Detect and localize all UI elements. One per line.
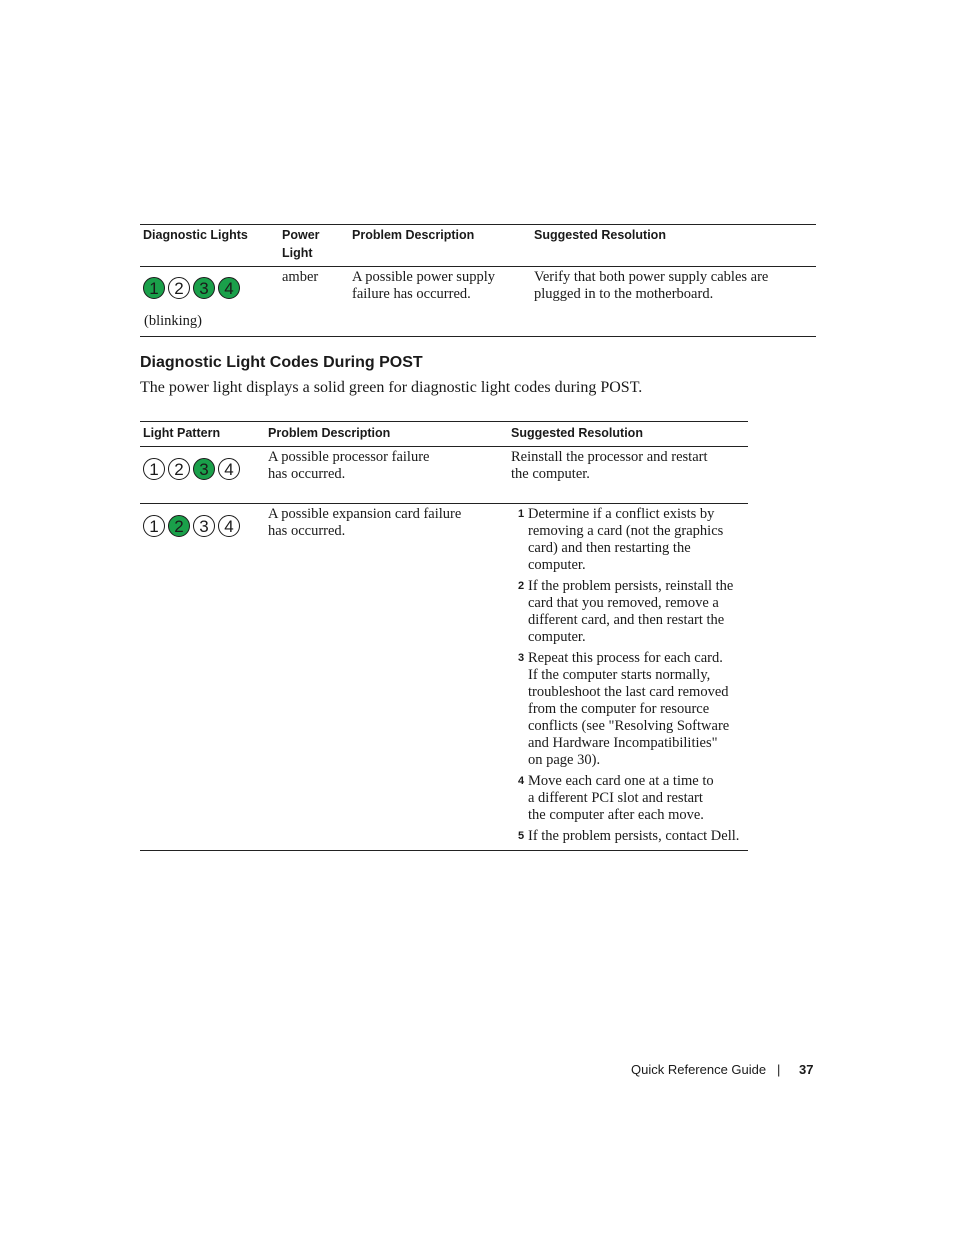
step-line: from the computer for resource [528,701,710,717]
diagnostic-light-4: 4 [218,458,240,480]
table1-row1-resolution-line2: plugged in to the motherboard. [534,286,714,302]
step-line: and Hardware Incompatibilities" [528,735,718,751]
table2-row-divider [140,503,748,504]
table2-row1-problem-line1: A possible processor failure [268,449,430,465]
step-line: Repeat this process for each card. [528,650,723,666]
diagnostic-light-3: 3 [193,277,215,299]
table1-bottom-rule [140,336,816,337]
table2-row1-lights [143,458,240,480]
resolution-step-1 [518,506,748,574]
table1-row1-power-light: amber [282,269,319,285]
table2-row1-problem-line2: has occurred. [268,466,346,482]
table1-header-diagnostic-lights: Diagnostic Lights [143,228,248,242]
step-line: If the problem persists, contact Dell. [528,828,740,844]
table1-row1-problem-line2: failure has occurred. [352,286,471,302]
step-line: If the problem persists, reinstall the [528,578,734,594]
step-line: If the computer starts normally, [528,667,711,683]
table2-row2-lights [143,515,240,537]
table2-top-rule [140,421,748,422]
table2-row1-resolution-line2: the computer. [511,466,590,482]
table2-header-light-pattern: Light Pattern [143,426,221,440]
table2-header-suggested-resolution: Suggested Resolution [511,426,643,440]
step-line: Determine if a conflict exists by [528,506,715,522]
diagnostic-light-4: 4 [218,277,240,299]
step-number: 2 [518,580,525,592]
table2-row2-problem-line2: has occurred. [268,523,346,539]
diagnostic-light-2: 2 [168,515,190,537]
table1-top-rule [140,224,816,225]
step-line: different card, and then restart the [528,612,725,628]
step-line: on page 30). [528,752,601,768]
table1-header-suggested-resolution: Suggested Resolution [534,228,666,242]
step-number: 3 [518,652,525,664]
table2-header-problem-description: Problem Description [268,426,391,440]
table1-row1-lights [143,277,240,299]
resolution-step-5 [518,828,748,845]
step-line: Move each card one at a time to [528,773,714,789]
section-title: Diagnostic Light Codes During POST [140,354,423,371]
table2-bottom-rule [140,850,748,851]
diagnostic-light-2: 2 [168,277,190,299]
diagnostic-light-4: 4 [218,515,240,537]
diagnostic-light-1: 1 [143,515,165,537]
table1-header-rule [140,266,816,267]
page-number: 37 [799,1062,814,1077]
step-line: a different PCI slot and restart [528,790,703,806]
section-intro: The power light displays a solid green for diagnostic light codes during POST. [140,379,643,396]
step-number: 5 [518,830,525,842]
step-line: the computer after each move. [528,807,704,823]
table1-row1-lights-note: (blinking) [144,313,202,329]
resolution-step-2 [518,578,748,646]
table1-header-power-light-line2: Light [282,246,313,260]
resolution-step-3 [518,650,748,769]
diagnostic-light-3: 3 [193,458,215,480]
step-line: conflicts (see "Resolving Software [528,718,730,734]
step-line: computer. [528,629,586,645]
resolution-step-4 [518,773,748,824]
step-line: removing a card (not the graphics [528,523,724,539]
footer-separator: | [777,1062,781,1077]
step-line: computer. [528,557,586,573]
step-line: card that you removed, remove a [528,595,719,611]
table1-row1-resolution-line1: Verify that both power supply cables are [534,269,769,285]
table2-row1-resolution-line1: Reinstall the processor and restart [511,449,708,465]
step-number: 1 [518,508,525,520]
footer-guide-title: Quick Reference Guide [631,1062,767,1077]
table1-header-problem-description: Problem Description [352,228,475,242]
table2-header-rule [140,446,748,447]
table1-header-power-light-line1: Power [282,228,320,242]
diagnostic-light-1: 1 [143,458,165,480]
diagnostic-light-2: 2 [168,458,190,480]
diagnostic-light-1: 1 [143,277,165,299]
step-line: troubleshoot the last card removed [528,684,729,700]
table1-row1-problem-line1: A possible power supply [352,269,495,285]
step-line: card) and then restarting the [528,540,691,556]
diagnostic-light-3: 3 [193,515,215,537]
step-number: 4 [518,775,525,787]
resolution-steps [518,506,748,849]
table2-row2-problem-line1: A possible expansion card failure [268,506,462,522]
